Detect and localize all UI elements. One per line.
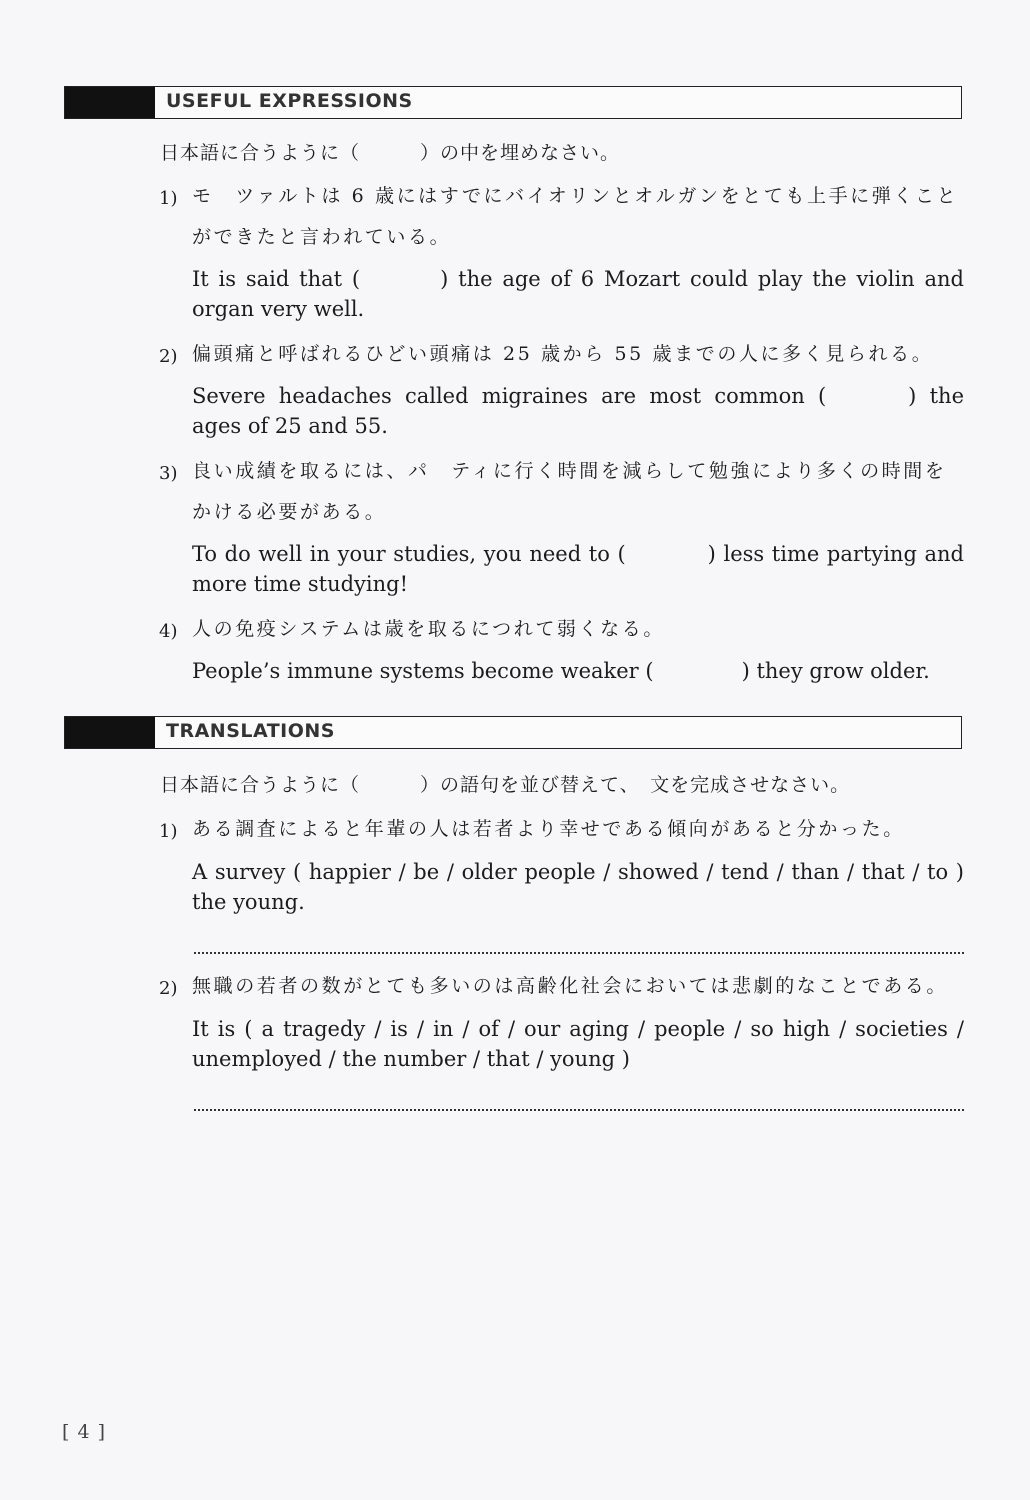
translation-item-1-english: A survey ( happier / be / older people / showed / tend / than / that / to ) the young. — [192, 860, 964, 914]
useful-item-4-number: 4) — [159, 621, 178, 642]
translation-item-1-japanese: ある調査によると年輩の人は若者より幸せである傾向があると分かった。 — [192, 818, 905, 840]
header-black-block — [65, 87, 155, 118]
answer-line-1[interactable] — [194, 952, 964, 954]
useful-item-3-english: To do well in your studies, you need to ( ) less time partying and more time studying! — [192, 542, 964, 596]
useful-item-4-english: People’s immune systems become weaker ( ) they grow older. — [192, 659, 930, 683]
useful-instruction: 日本語に合うように（ ）の中を埋めなさい。 — [160, 142, 621, 164]
translation-item-2-japanese: 無職の若者の数がとても多いのは高齢化社会においては悲劇的なことである。 — [192, 975, 949, 997]
useful-item-2-number: 2) — [159, 346, 178, 367]
useful-expressions-title: USEFUL EXPRESSIONS — [166, 90, 413, 112]
translation-item-2-number: 2) — [159, 978, 178, 999]
useful-item-2-english: Severe headaches called migraines are most common ( ) the ages of 25 and 55. — [192, 384, 964, 438]
translations-title: TRANSLATIONS — [166, 720, 335, 742]
useful-item-4-japanese: 人の免疫システムは歳を取るにつれて弱くなる。 — [192, 618, 665, 640]
useful-expressions-header — [64, 86, 962, 119]
useful-item-1-japanese: モ ツァルトは 6 歳にはすでにバイオリンとオルガンをとても上手に弾くことができたと言われている。 — [192, 185, 959, 248]
useful-item-3-number: 3) — [159, 463, 178, 484]
header-black-block — [65, 717, 155, 748]
useful-item-3-japanese: 良い成績を取るには、パ ティに行く時間を減らして勉強により多くの時間をかける必要がある。 — [192, 460, 947, 523]
translations-header — [64, 716, 962, 749]
answer-line-2[interactable] — [194, 1109, 964, 1111]
translation-item-2-english: It is ( a tragedy / is / in / of / our aging / people / so high / societies / unemployed / the number / that / young ) — [192, 1017, 964, 1071]
useful-item-2-japanese: 偏頭痛と呼ばれるひどい頭痛は 25 歳から 55 歳までの人に多く見られる。 — [192, 343, 934, 365]
useful-item-1-english: It is said that ( ) the age of 6 Mozart could play the violin and organ very well. — [192, 267, 964, 321]
translation-item-1-number: 1) — [159, 821, 178, 842]
page-number: [ 4 ] — [62, 1421, 106, 1443]
translations-instruction: 日本語に合うように（ ）の語句を並び替えて、 文を完成させなさい。 — [160, 774, 851, 796]
useful-item-1-number: 1) — [159, 188, 178, 209]
